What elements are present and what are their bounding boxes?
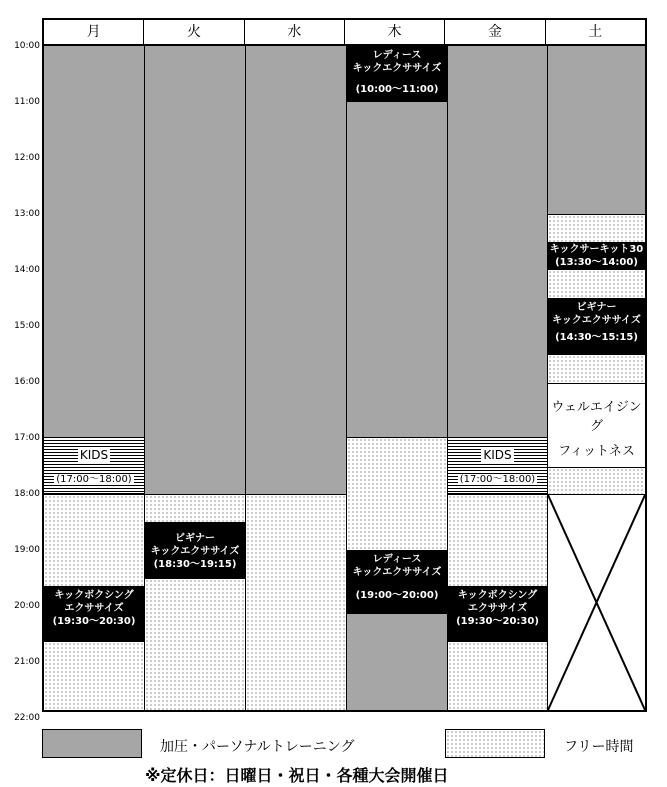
class-time: (14:30〜15:15) [555, 332, 638, 343]
legend-label-dots: フリー時間 [564, 739, 634, 755]
class-beginner-tue[interactable] [145, 522, 245, 579]
schedule-grid [42, 18, 647, 712]
column-fri [448, 46, 548, 710]
time-label: 21:00 [14, 657, 40, 667]
time-label: 10:00 [14, 41, 40, 51]
class-title: KIDS [79, 448, 109, 462]
personal-training-block [347, 102, 447, 437]
day-header-thu: 木 [345, 20, 445, 44]
column-sat [548, 46, 645, 710]
day-header-fri: 金 [445, 20, 545, 44]
personal-training-block [44, 46, 144, 437]
class-time: (17:00〜18:00) [459, 474, 536, 485]
time-label: 13:00 [14, 209, 40, 219]
column-wed [246, 46, 347, 710]
free-time-block [548, 355, 645, 383]
free-time-block [44, 494, 144, 586]
class-title: ビギナー [576, 302, 617, 313]
legend-swatch-dots [445, 729, 545, 758]
class-title: キックボクシング [54, 590, 134, 601]
class-subtitle: キックエクササイズ [352, 567, 442, 578]
class-title: ビギナー [175, 533, 215, 544]
personal-training-block [448, 46, 547, 437]
free-time-block [44, 642, 144, 710]
class-title: レディース [372, 50, 422, 61]
class-time: (10:00〜11:00) [355, 84, 439, 95]
time-label: 15:00 [14, 321, 40, 331]
time-label: 18:00 [14, 489, 40, 499]
day-header-sat: 土 [588, 24, 603, 40]
class-subtitle: キックエクササイズ [352, 63, 442, 74]
class-beginner-sat[interactable] [548, 298, 645, 355]
class-title: KIDS [483, 448, 512, 462]
class-title: レディース [372, 554, 422, 565]
day-header-mon: 月 [44, 20, 144, 44]
class-ladies-thu-pm[interactable] [347, 550, 447, 614]
time-label: 22:00 [14, 713, 40, 723]
class-time: (19:30〜20:30) [52, 616, 136, 627]
day-header-tue: 火 [144, 20, 244, 44]
personal-training-block [145, 46, 245, 494]
class-wellaging-sat[interactable] [548, 383, 645, 467]
free-time-block [145, 579, 245, 710]
free-time-block [448, 642, 547, 710]
time-label: 19:00 [14, 545, 40, 555]
day-header-wed: 水 [245, 20, 345, 44]
time-label: 16:00 [14, 377, 40, 387]
free-time-block [246, 494, 346, 710]
class-subtitle: キックエクササイズ [552, 315, 641, 326]
free-time-block [548, 214, 645, 242]
legend-swatch-gray [42, 729, 142, 758]
column-tue [145, 46, 246, 710]
personal-training-block [548, 46, 645, 214]
day-header-row [44, 20, 645, 46]
class-subtitle: キックエクササイズ [150, 546, 240, 557]
class-subtitle: フィットネス [558, 444, 635, 459]
free-time-block [145, 494, 245, 522]
holiday-note: ※定休日：日曜日・祝日・各種大会開催日 [145, 766, 449, 785]
class-kickboxing-fri[interactable] [448, 586, 547, 642]
class-title: キックボクシング [457, 590, 538, 601]
free-time-block [548, 467, 645, 494]
column-mon [44, 46, 145, 710]
class-kickboxing-mon[interactable] [44, 586, 144, 642]
legend-label-gray: 加圧・パーソナルトレーニング [160, 739, 355, 755]
time-label: 20:00 [14, 601, 40, 611]
class-circuit-sat[interactable] [548, 242, 645, 270]
class-kids-mon[interactable] [44, 437, 144, 494]
class-subtitle: エクササイズ [467, 603, 528, 614]
class-time: (13:30〜14:00) [555, 257, 638, 268]
time-label: 14:00 [14, 265, 40, 275]
free-time-block [548, 270, 645, 298]
closed-block [548, 494, 645, 710]
class-time: (18:30〜19:15) [153, 559, 237, 570]
time-label: 12:00 [14, 153, 40, 163]
free-time-block [448, 494, 547, 586]
class-time: (19:30〜20:30) [456, 616, 539, 627]
column-thu [347, 46, 448, 710]
personal-training-block [246, 46, 346, 494]
time-label: 11:00 [14, 97, 40, 107]
time-label: 17:00 [14, 433, 40, 443]
class-time: (17:00〜18:00) [56, 474, 132, 485]
class-title: キックサーキット30 [549, 244, 644, 255]
class-time: (19:00〜20:00) [355, 590, 439, 601]
class-subtitle: エクササイズ [64, 603, 124, 614]
free-time-block [347, 437, 447, 550]
class-ladies-thu-am[interactable] [347, 46, 447, 102]
closed-cross-icon [548, 495, 645, 710]
class-title: ウェルエイジング [551, 400, 642, 434]
class-kids-fri[interactable] [448, 437, 547, 494]
personal-training-block [347, 614, 447, 710]
